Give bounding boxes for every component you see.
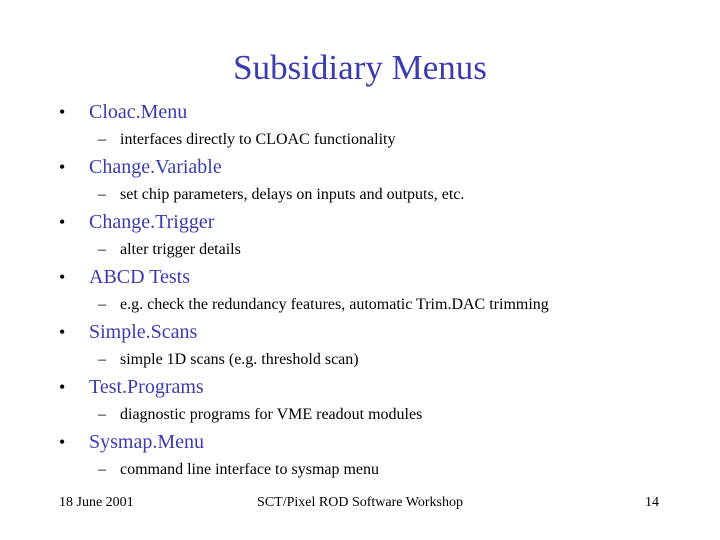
bullet-item-sysmap-menu <box>59 430 204 454</box>
sub-item-text: command line interface to sysmap menu <box>120 461 380 478</box>
sub-item-abcd-tests <box>98 295 549 315</box>
bullet-icon: • <box>59 377 66 397</box>
bullet-item-simple-scans <box>59 320 197 344</box>
bullet-icon: • <box>59 267 66 287</box>
slide-title-text: Subsidiary Menus <box>233 48 487 87</box>
bullet-icon: • <box>59 212 66 232</box>
sub-item-test-programs <box>98 405 422 425</box>
sub-item-text: set chip parameters, delays on inputs and outputs, etc. <box>120 186 465 203</box>
sub-item-text: diagnostic programs for VME readout modules <box>120 406 423 423</box>
sub-item-cloac-menu <box>98 130 395 150</box>
footer-event: SCT/Pixel ROD Software Workshop <box>257 495 463 510</box>
footer-page-number: 14 <box>645 495 659 510</box>
bullet-icon: • <box>59 322 66 342</box>
bullet-icon: • <box>59 432 66 452</box>
dash-icon: – <box>98 186 106 203</box>
bullet-label: Cloac.Menu <box>89 101 188 123</box>
slide-title <box>0 46 720 90</box>
sub-item-simple-scans <box>98 350 359 370</box>
bullet-item-abcd-tests <box>59 265 190 289</box>
dash-icon: – <box>98 296 106 313</box>
footer-date: 18 June 2001 <box>59 495 134 510</box>
bullet-label: Test.Programs <box>89 376 204 398</box>
sub-item-sysmap-menu <box>98 460 379 480</box>
sub-item-change-variable <box>98 185 464 205</box>
dash-icon: – <box>98 131 106 148</box>
sub-item-change-trigger <box>98 240 241 260</box>
bullet-item-cloac-menu <box>59 100 187 124</box>
bullet-item-change-variable <box>59 155 222 179</box>
bullet-label: Change.Trigger <box>89 211 215 233</box>
bullet-icon: • <box>59 102 66 122</box>
sub-item-text: simple 1D scans (e.g. threshold scan) <box>120 351 359 368</box>
bullet-item-change-trigger <box>59 210 214 234</box>
dash-icon: – <box>98 241 106 258</box>
sub-item-text: e.g. check the redundancy features, automatic Trim.DAC trimming <box>120 296 549 313</box>
bullet-label: ABCD Tests <box>89 266 191 288</box>
sub-item-text: alter trigger details <box>120 241 241 258</box>
sub-item-text: interfaces directly to CLOAC functionality <box>120 131 396 148</box>
bullet-label: Sysmap.Menu <box>89 431 204 453</box>
dash-icon: – <box>98 351 106 368</box>
bullet-label: Change.Variable <box>89 156 222 178</box>
bullet-icon: • <box>59 157 66 177</box>
bullet-item-test-programs <box>59 375 204 399</box>
dash-icon: – <box>98 406 106 423</box>
dash-icon: – <box>98 461 106 478</box>
bullet-label: Simple.Scans <box>89 321 198 343</box>
